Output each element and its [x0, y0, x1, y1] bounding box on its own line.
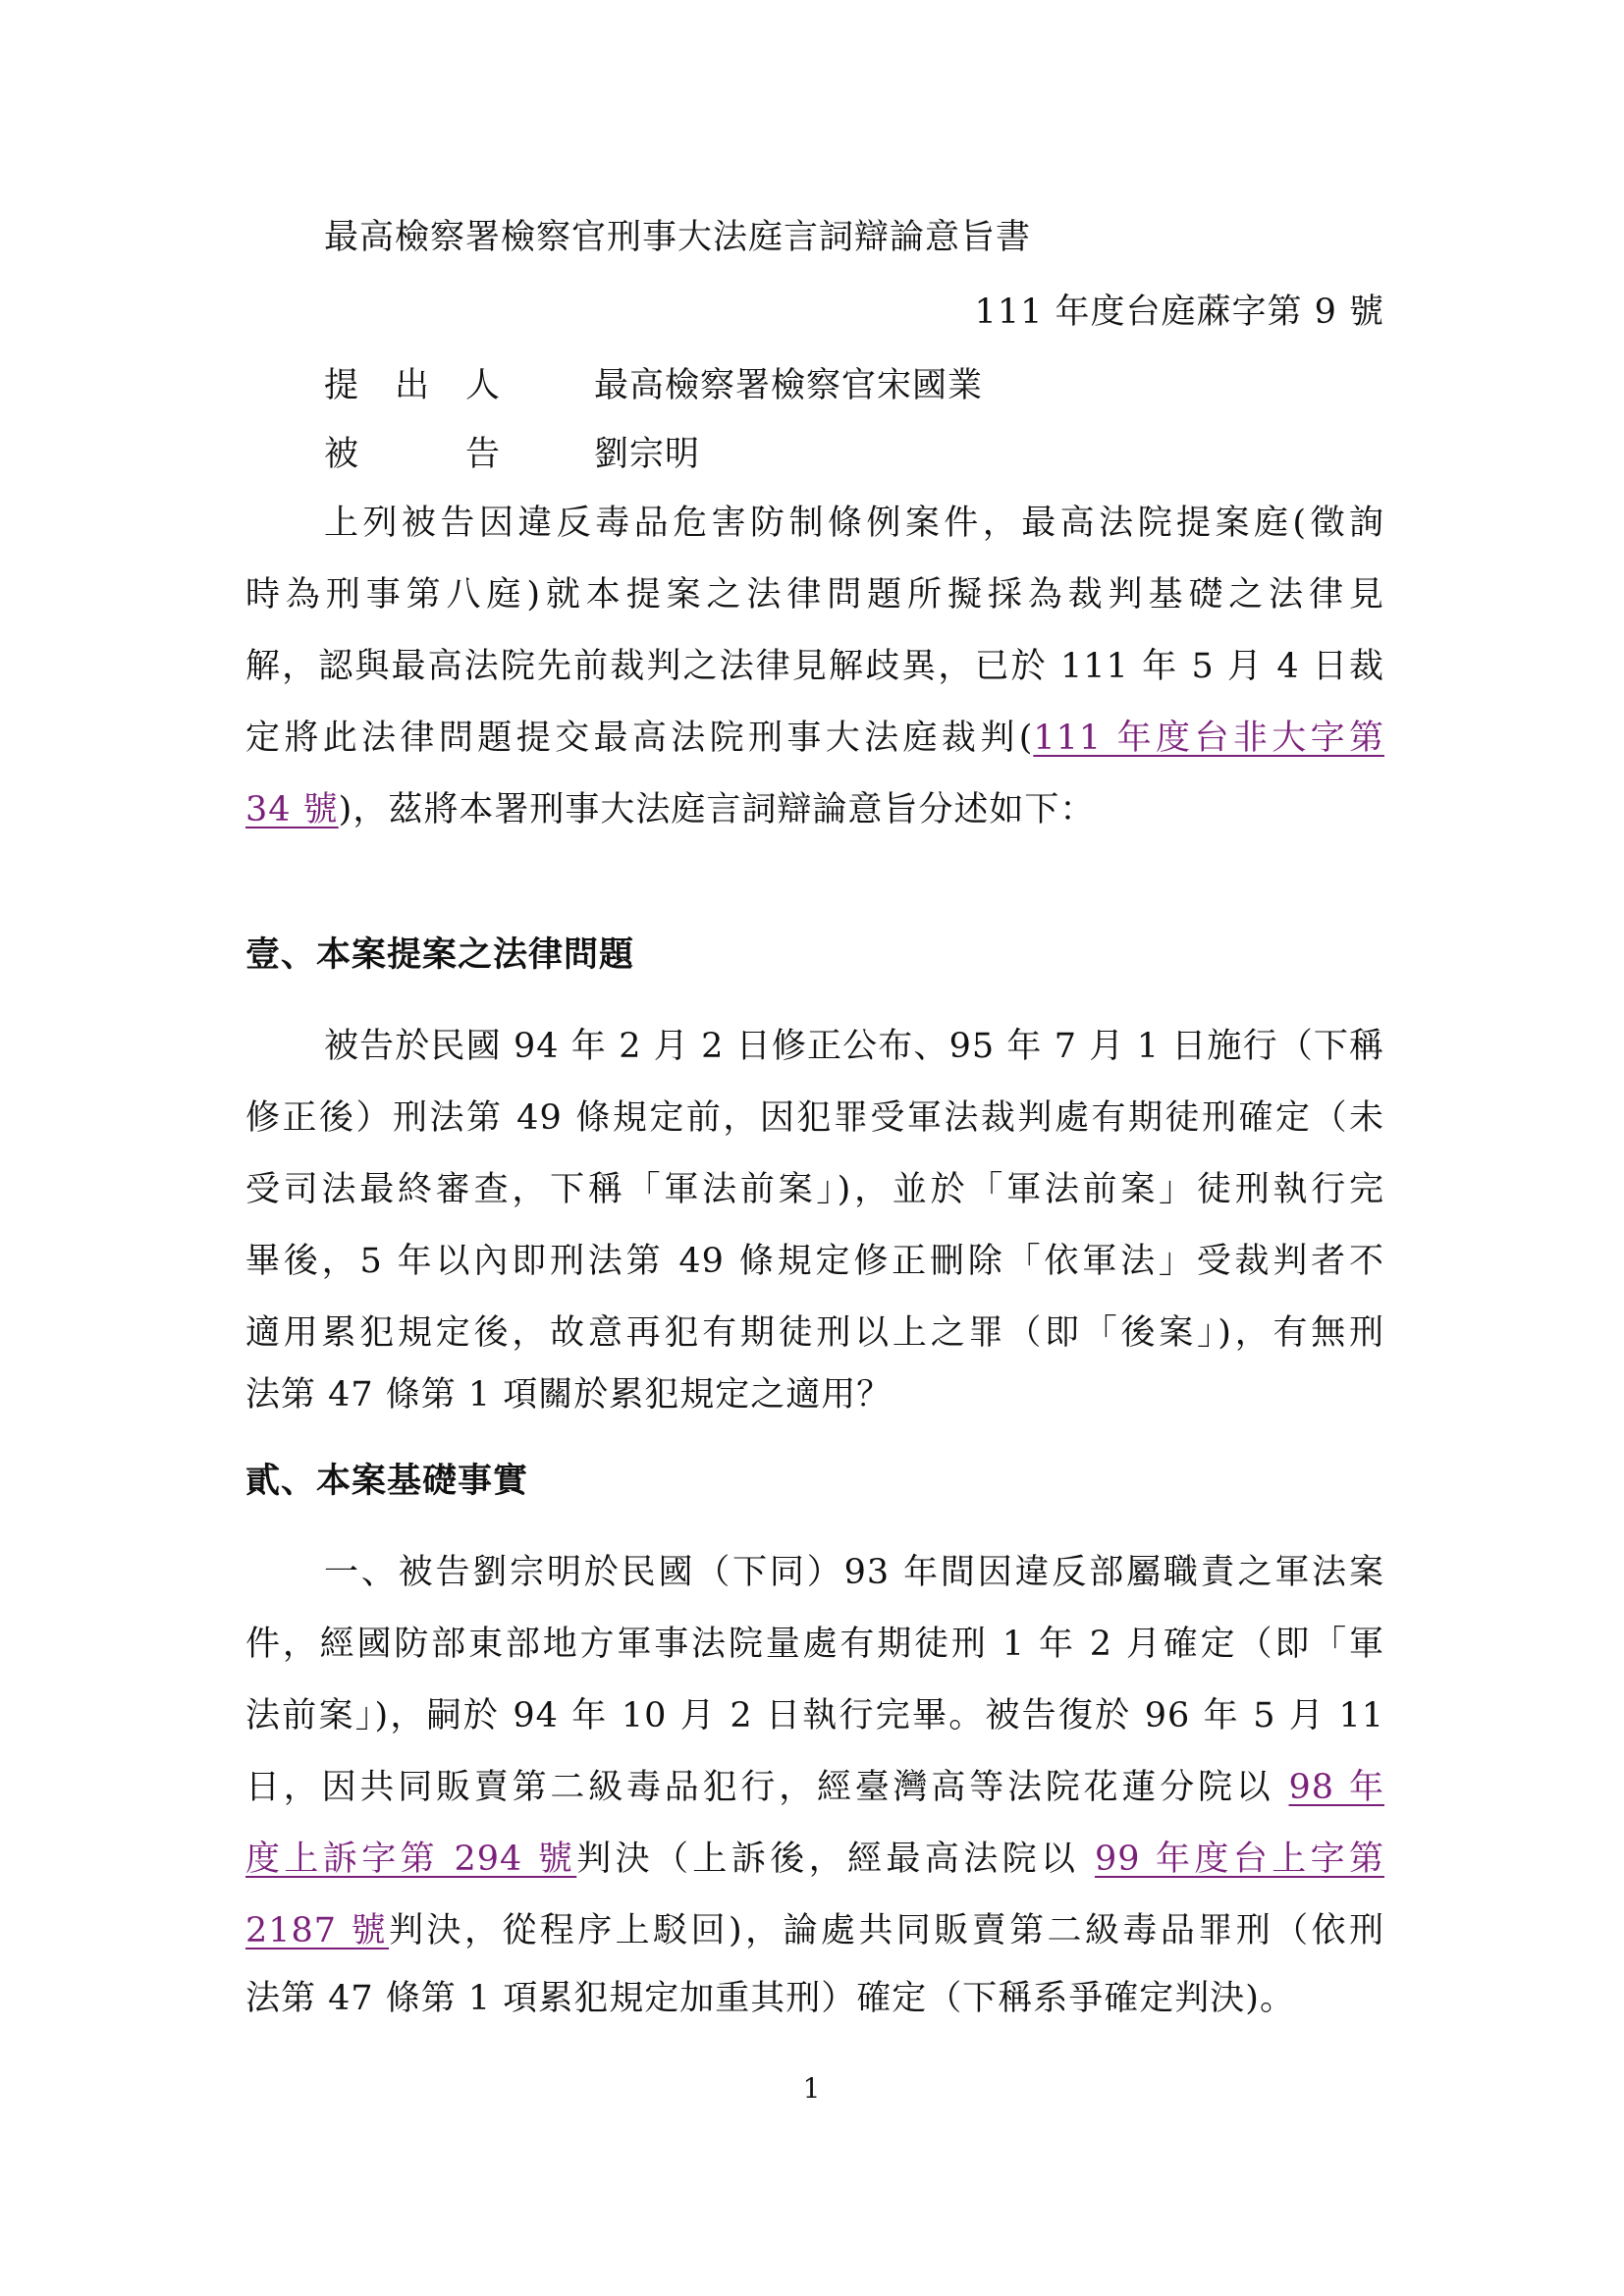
ruling-link-98-294[interactable]: 98 年 [1288, 1768, 1384, 1807]
section-2-heading: 貳、本案基礎事實 [245, 1461, 529, 1501]
section-2-text: 判決（上訴後，經最高法院以 [576, 1840, 1095, 1879]
section-1-line-4: 畢後，5 年以內即刑法第 49 條規定修正刪除「依軍法」受裁判者不 [245, 1242, 1384, 1281]
section-2-line-6 [245, 1908, 1384, 1953]
intro-line-5 [245, 787, 1384, 832]
intro-line-3: 解，認與最高法院先前裁判之法律見解歧異，已於 111 年 5 月 4 日裁 [245, 647, 1384, 686]
case-number: 111 年度台庭蔴字第 9 號 [974, 293, 1384, 332]
ruling-link-111-34-cont[interactable]: 34 號 [245, 790, 339, 829]
section-1-line-3: 受司法最終審查，下稱「軍法前案」)，並於「軍法前案」徒刑執行完 [245, 1170, 1384, 1209]
section-1-line-6: 法第 47 條第 1 項關於累犯規定之適用？ [245, 1375, 893, 1415]
defendant-value: 劉宗明 [594, 435, 701, 474]
section-1-line-5: 適用累犯規定後，故意再犯有期徒刑以上之罪（即「後案」)，有無刑 [245, 1313, 1384, 1353]
section-2-line-7: 法第 47 條第 1 項累犯規定加重其刑）確定（下稱系爭確定判決)。 [245, 1979, 1295, 2018]
proposer-label: 提 出 人 [324, 366, 502, 405]
ruling-link-111-34[interactable]: 111 年度台非大字第 [1033, 719, 1384, 758]
proposer-value: 最高檢察署檢察官宋國業 [594, 366, 984, 405]
intro-line-1: 上列被告因違反毒品危害防制條例案件，最高法院提案庭(徵詢 [324, 504, 1384, 543]
intro-line-2: 時為刑事第八庭)就本提案之法律問題所擬採為裁判基礎之法律見 [245, 575, 1384, 614]
ruling-link-99-2187-cont[interactable]: 2187 號 [245, 1911, 390, 1950]
intro-text: )，茲將本署刑事大法庭言詞辯論意旨分述如下： [338, 790, 1096, 829]
section-1-heading: 壹、本案提案之法律問題 [245, 934, 635, 975]
page-number: 1 [802, 2072, 822, 2105]
ruling-link-99-2187[interactable]: 99 年度台上字第 [1094, 1840, 1384, 1879]
section-2-line-4 [245, 1765, 1384, 1810]
intro-text: 定將此法律問題提交最高法院刑事大法庭裁判( [245, 719, 1034, 758]
ruling-link-98-294-cont[interactable]: 度上訴字第 294 號 [245, 1840, 577, 1879]
intro-line-4 [245, 716, 1384, 761]
section-2-text: 判決，從程序上駁回)，論處共同販賣第二級毒品罪刑（依刑 [389, 1911, 1384, 1950]
section-2-text: 日，因共同販賣第二級毒品犯行，經臺灣高等法院花蓮分院以 [245, 1768, 1289, 1807]
section-1-line-1: 被告於民國 94 年 2 月 2 日修正公布、95 年 7 月 1 日施行（下稱 [324, 1027, 1384, 1066]
section-2-line-1: 一、被告劉宗明於民國（下同）93 年間因違反部屬職責之軍法案 [324, 1553, 1384, 1592]
section-1-line-2: 修正後）刑法第 49 條規定前，因犯罪受軍法裁判處有期徒刑確定（未 [245, 1098, 1384, 1138]
section-2-line-2: 件，經國防部東部地方軍事法院量處有期徒刑 1 年 2 月確定（即「軍 [245, 1625, 1384, 1664]
section-2-line-5 [245, 1837, 1384, 1882]
document-title: 最高檢察署檢察官刑事大法庭言詞辯論意旨書 [324, 218, 1032, 257]
section-2-line-3: 法前案」)，嗣於 94 年 10 月 2 日執行完畢。被告復於 96 年 5 月 11 [245, 1696, 1384, 1735]
defendant-label: 被 告 [324, 435, 502, 474]
